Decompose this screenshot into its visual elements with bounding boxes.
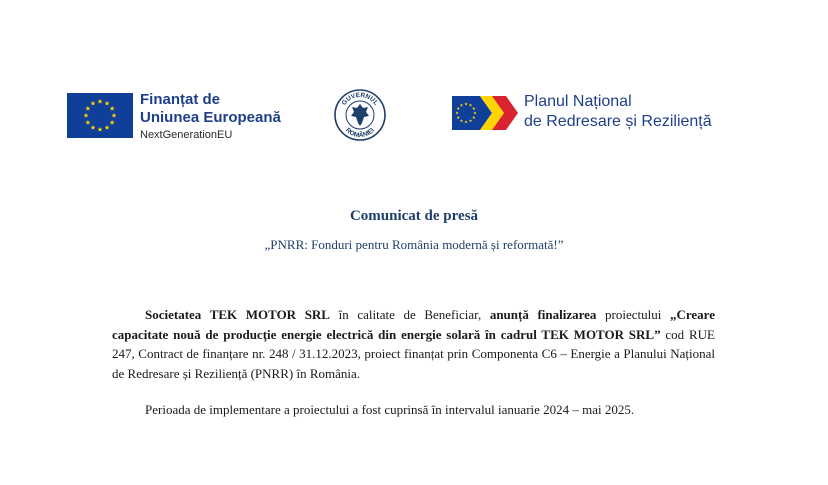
eu-star-icon — [110, 106, 115, 111]
component-text: Componenta C6 – Energie a Planului Național de Redresare și Reziliență (PNRR) în România. — [112, 346, 716, 381]
eu-star-icon — [112, 113, 117, 118]
eu-star-icon — [85, 120, 90, 125]
company-name: Societatea TEK MOTOR SRL — [145, 307, 330, 322]
pnrr-arrow-icon — [452, 94, 518, 132]
eu-star-icon — [110, 120, 115, 125]
logo-bar — [0, 88, 828, 148]
project-title: „Creare capacitate nouă de producție energie electrică din energie solară în cadrul TEK MOTOR SRL” — [112, 307, 715, 342]
eu-nextgen: NextGenerationEU — [140, 129, 233, 141]
government-of-romania-seal-icon — [333, 88, 387, 142]
eu-star-icon — [85, 106, 90, 111]
seal-text-top: GUVERNUL — [340, 91, 380, 107]
pnrr-text — [524, 92, 712, 132]
announces-completion: anunță finalizarea — [489, 307, 597, 322]
eu-star-icon — [105, 125, 110, 130]
pnrr-line1: Planul Național — [524, 93, 632, 110]
text-segment-3: cod RUE 247, Contract de finanțare nr. 248 / 31.12.2023, proiect finanțat prin — [112, 326, 715, 361]
eu-star-icon — [105, 101, 110, 106]
page-subtitle: „PNRR: Fonduri pentru România modernă și reformată!” — [264, 237, 564, 252]
eu-star-icon — [98, 99, 103, 104]
eu-star-icon — [91, 101, 96, 106]
page-title: Comunicat de presă — [349, 208, 479, 224]
eu-star-icon — [84, 113, 89, 118]
implementation-period: Perioada de implementare a proiectului a fost cuprinsă în intervalul ianuarie 2024 – mai 2025. — [145, 402, 635, 417]
announcement-paragraph — [112, 305, 715, 383]
eu-funded-by: Finanțat de — [140, 91, 221, 108]
text-segment-2: proiectului — [596, 307, 670, 322]
seal-text-bottom: ROMÂNIEI — [344, 126, 376, 140]
eu-star-icon — [91, 125, 96, 130]
eu-union-name: Uniunea Europeană — [140, 109, 281, 126]
pnrr-line2: de Redresare și Reziliență — [524, 113, 712, 130]
eu-star-icon — [98, 127, 103, 132]
eu-funding-text — [140, 91, 281, 143]
text-segment-1: în calitate de Beneficiar, — [329, 307, 490, 322]
eu-flag-icon — [67, 93, 133, 138]
